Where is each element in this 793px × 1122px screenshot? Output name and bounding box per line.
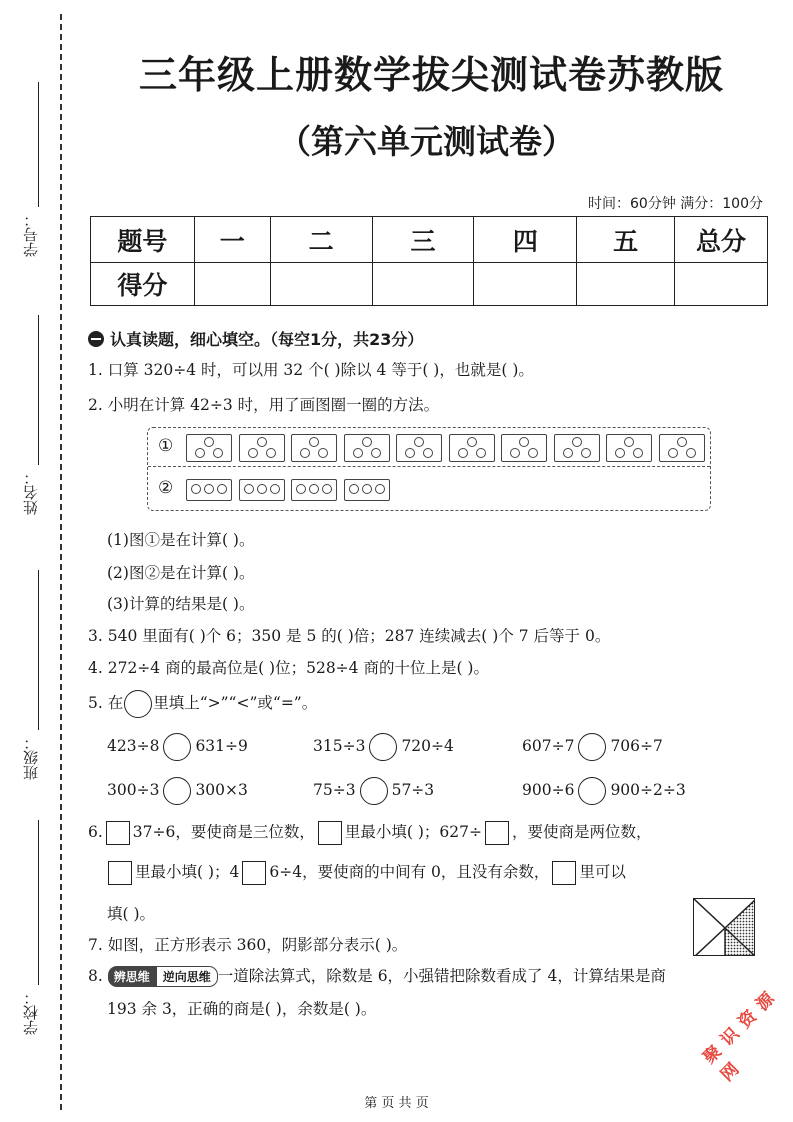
comparison-left: 423÷8: [107, 737, 160, 755]
dot: [204, 437, 214, 447]
group-of-three: [344, 434, 390, 462]
dot: [217, 484, 227, 494]
question-6-text: 37÷6，要使商是三位数，: [132, 823, 315, 841]
comparison-left: 75÷3: [313, 781, 356, 799]
section-heading: [88, 327, 423, 350]
student-no-label: 学号：: [22, 212, 40, 257]
digit-box[interactable]: [106, 821, 130, 845]
diagram-divider: [148, 466, 710, 467]
score-cell[interactable]: [372, 263, 474, 306]
comparison-item: [522, 733, 663, 761]
comparison-answer-circle[interactable]: [360, 777, 388, 805]
group-of-three-row: [291, 479, 337, 501]
group-of-three-row: [186, 479, 232, 501]
dot: [633, 448, 643, 458]
group-of-three: [396, 434, 442, 462]
question-6-text: 里最小填( )；627÷: [344, 823, 482, 841]
tag-badge: 辨思维: [108, 966, 156, 987]
score-header-cell: 五: [577, 217, 675, 263]
dot: [353, 448, 363, 458]
tag-badge-secondary: 逆向思维: [156, 966, 218, 987]
digit-box[interactable]: [318, 821, 342, 845]
group-of-three: [606, 434, 652, 462]
dot: [349, 484, 359, 494]
comparison-right: 720÷4: [401, 737, 454, 755]
score-header-cell: 二: [270, 217, 372, 263]
dot: [677, 437, 687, 447]
question-6-number: 6.: [88, 823, 103, 841]
score-table: [90, 216, 768, 306]
dot: [244, 484, 254, 494]
comparison-right: 706÷7: [610, 737, 663, 755]
score-table-score-row: [91, 263, 768, 306]
score-cell[interactable]: [270, 263, 372, 306]
grouping-diagram: [147, 427, 711, 511]
question-5-text-a: 5. 在: [88, 694, 124, 712]
time-info: 时间：60分钟 满分：100分: [588, 196, 763, 212]
name-line[interactable]: [38, 315, 39, 465]
dot: [270, 484, 280, 494]
group-of-three: [501, 434, 547, 462]
dot: [528, 448, 538, 458]
dot: [371, 448, 381, 458]
class-line[interactable]: [38, 570, 39, 730]
dot: [519, 437, 529, 447]
comparison-circle-sample: [124, 690, 152, 718]
watermark: 聚 识 资 源 网: [699, 988, 780, 1086]
group-of-three: [659, 434, 705, 462]
question-5-text-b: 里填上“>”“<”或“=”。: [153, 694, 318, 712]
dot: [615, 448, 625, 458]
dot: [257, 484, 267, 494]
diagram-label-2: ②: [158, 478, 174, 498]
dot: [213, 448, 223, 458]
dot: [668, 448, 678, 458]
dot: [266, 448, 276, 458]
score-header-cell: 题号: [91, 217, 195, 263]
score-header-cell: 一: [194, 217, 270, 263]
dot: [572, 437, 582, 447]
comparison-left: 607÷7: [522, 737, 575, 755]
dot: [318, 448, 328, 458]
dot: [458, 448, 468, 458]
section-number-icon: [88, 331, 104, 347]
dot: [476, 448, 486, 458]
digit-box[interactable]: [242, 861, 266, 885]
score-cell[interactable]: [577, 263, 675, 306]
dot: [362, 484, 372, 494]
shaded-square-figure: [693, 898, 755, 956]
score-cell[interactable]: [194, 263, 270, 306]
score-table-header-row: [91, 217, 768, 263]
comparison-answer-circle[interactable]: [163, 733, 191, 761]
dot: [296, 484, 306, 494]
dot: [322, 484, 332, 494]
question-5: [88, 690, 317, 718]
comparison-answer-circle[interactable]: [369, 733, 397, 761]
group-of-three: [291, 434, 337, 462]
comparison-answer-circle[interactable]: [578, 777, 606, 805]
school-line[interactable]: [38, 820, 39, 985]
comparison-right: 900÷2÷3: [610, 781, 686, 799]
class-label: 班级：: [22, 735, 40, 780]
page-subtitle: （第六单元测试卷）: [278, 122, 575, 161]
comparison-left: 900÷6: [522, 781, 575, 799]
square-figure-drawing: [694, 899, 755, 956]
question-6-text: 6÷4，要使商的中间有 0，且没有余数，: [269, 863, 550, 881]
dot: [195, 448, 205, 458]
dot: [624, 437, 634, 447]
group-of-three: [449, 434, 495, 462]
binding-dashed-line: [60, 14, 62, 1110]
score-row-label: 得分: [91, 263, 195, 306]
dot: [362, 437, 372, 447]
comparison-item: [313, 733, 454, 761]
diagram-label-1: ①: [158, 436, 174, 456]
question-3: 3. 540 里面有( )个 6；350 是 5 的( )倍；287 连续减去( )个 7 后等于 0。: [88, 627, 611, 645]
group-of-three-row: [344, 479, 390, 501]
comparison-answer-circle[interactable]: [163, 777, 191, 805]
question-6-line-2: [105, 860, 626, 885]
dot: [581, 448, 591, 458]
school-label: 学校：: [22, 990, 40, 1035]
dot: [414, 437, 424, 447]
question-6-line-1: [88, 820, 651, 845]
question-7: 7. 如图，正方形表示 360，阴影部分表示( )。: [88, 936, 408, 954]
comparison-item: [107, 733, 248, 761]
question-2-3: (3)计算的结果是( )。: [107, 595, 255, 613]
dot: [510, 448, 520, 458]
score-header-cell: 三: [372, 217, 474, 263]
comparison-item: [313, 777, 434, 805]
dot: [257, 437, 267, 447]
question-8-text: 一道除法算式，除数是 6，小强错把除数看成了 4，计算结果是商: [217, 967, 666, 985]
comparison-right: 631÷9: [195, 737, 248, 755]
digit-box[interactable]: [108, 861, 132, 885]
question-4: 4. 272÷4 商的最高位是( )位；528÷4 商的十位上是( )。: [88, 659, 489, 677]
comparison-item: [522, 777, 686, 805]
score-cell[interactable]: [675, 263, 768, 306]
score-header-cell: 四: [474, 217, 577, 263]
score-cell[interactable]: [474, 263, 577, 306]
dot: [309, 484, 319, 494]
question-1: 1. 口算 320÷4 时，可以用 32 个( )除以 4 等于( )，也就是( )。: [88, 361, 534, 379]
group-of-three: [554, 434, 600, 462]
dot: [405, 448, 415, 458]
digit-box[interactable]: [552, 861, 576, 885]
group-of-three-row: [239, 479, 285, 501]
dot: [248, 448, 258, 458]
comparison-left: 300÷3: [107, 781, 160, 799]
dot: [300, 448, 310, 458]
question-2-2: (2)图②是在计算( )。: [107, 564, 255, 582]
digit-box[interactable]: [485, 821, 509, 845]
question-6-line-3: 填( )。: [107, 905, 156, 923]
comparison-right: 57÷3: [391, 781, 435, 799]
dot: [204, 484, 214, 494]
dot: [309, 437, 319, 447]
dot: [467, 437, 477, 447]
question-6-text: 里最小填( )；4: [135, 863, 240, 881]
dot: [191, 484, 201, 494]
section-heading-text: 认真读题，细心填空。（每空1分，共23分）: [110, 330, 424, 349]
question-6-text: ，要使商是两位数，: [511, 823, 652, 841]
comparison-left: 315÷3: [313, 737, 366, 755]
page-title: 三年级上册数学拔尖测试卷苏教版: [138, 53, 724, 97]
dot: [375, 484, 385, 494]
question-8-line-2: 193 余 3，正确的商是( )，余数是( )。: [107, 1000, 377, 1018]
question-2-1: (1)图①是在计算( )。: [107, 531, 255, 549]
page-footer: 第 页 共 页: [364, 1096, 429, 1111]
comparison-item: [107, 777, 248, 805]
name-label: 姓名：: [22, 470, 40, 515]
score-header-cell: 总分: [675, 217, 768, 263]
question-2: 2. 小明在计算 42÷3 时，用了画图圈一圈的方法。: [88, 396, 440, 414]
question-6-text: 里可以: [579, 863, 626, 881]
comparison-right: 300×3: [195, 781, 248, 799]
dot: [563, 448, 573, 458]
comparison-answer-circle[interactable]: [578, 733, 606, 761]
group-of-three: [239, 434, 285, 462]
dot: [686, 448, 696, 458]
question-8-line-1: [88, 964, 666, 987]
question-8-number: 8.: [88, 967, 103, 985]
group-of-three: [186, 434, 232, 462]
dot: [423, 448, 433, 458]
